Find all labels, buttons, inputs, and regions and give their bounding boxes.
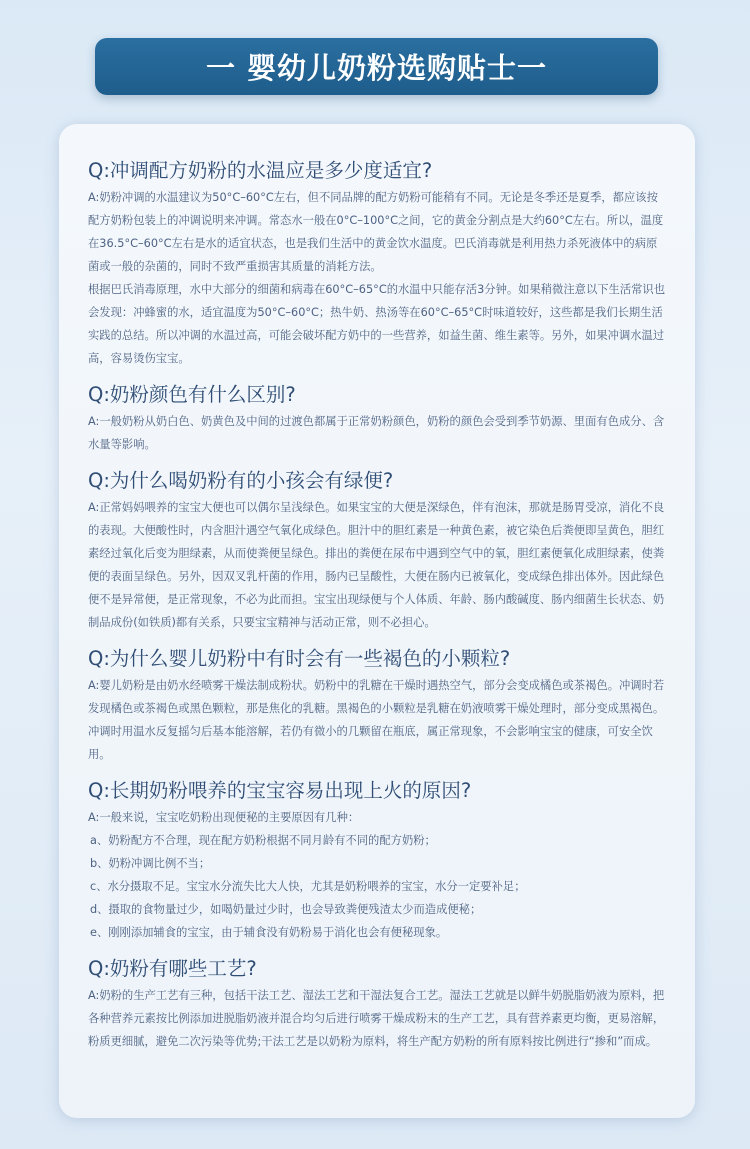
faq-question: Q:冲调配方奶粉的水温应是多少度适宜?	[88, 159, 433, 182]
faq-question: Q:长期奶粉喂养的宝宝容易出现上火的原因?	[88, 779, 472, 802]
faq-section	[88, 158, 668, 370]
answer-paragraph: A:一般来说，宝宝吃奶粉出现便秘的主要原因有几种：	[88, 811, 360, 824]
answer-list-item: d、摄取的食物量过少，如喝奶量过少时，也会导致粪便残渣太少而造成便秘；	[90, 903, 482, 916]
faq-answer	[88, 410, 668, 456]
answer-list-item: a、奶粉配方不合理，现在配方奶粉根据不同月龄有不同的配方奶粉；	[90, 834, 436, 847]
faq-answer	[88, 186, 668, 370]
faq-question: Q:奶粉有哪些工艺?	[88, 957, 257, 980]
faq-question: Q:为什么喝奶粉有的小孩会有绿便?	[88, 469, 394, 492]
answer-paragraph: A:奶粉的生产工艺有三种，包括干法工艺、湿法工艺和干湿法复合工艺。湿法工艺就是以鲜牛奶脱脂奶液为原料，把各种营养元素按比例添加进脱脂奶液并混合均匀后进行喷雾干燥成粉末的生产工艺，具有营养素更均衡，更易溶解，粉质更细腻，避免二次污染等优势;干法工艺是以奶粉为原料，将生产配方奶粉的所有原料按比例进行“掺和”而成。	[88, 989, 665, 1048]
faq-section	[88, 956, 668, 1053]
faq-answer	[88, 984, 668, 1053]
answer-paragraph: A:婴儿奶粉是由奶水经喷雾干燥法制成粉状。奶粉中的乳糖在干燥时遇热空气，部分会变成橘色或茶褐色。冲调时若发现橘色或茶褐色或黑色颗粒，那是焦化的乳糖。黑褐色的小颗粒是乳糖在奶液喷雾干燥处理时，部分变成黑褐色。冲调时用温水反复摇匀后基本能溶解，若仍有微小的几颗留在瓶底，属正常现象，不会影响宝宝的健康，可安全饮用。	[88, 679, 665, 761]
faq-answer	[88, 674, 668, 766]
title-banner	[95, 38, 658, 95]
faq-section	[88, 778, 668, 944]
faq-question: Q:奶粉颜色有什么区别?	[88, 383, 296, 406]
page-title: 一 婴幼儿奶粉选购贴士一	[205, 51, 548, 85]
faq-answer	[88, 806, 668, 944]
faq-answer	[88, 496, 668, 634]
faq-list	[88, 158, 668, 1065]
answer-paragraph: A:一般奶粉从奶白色、奶黄色及中间的过渡色都属于正常奶粉颜色，奶粉的颜色会受到季节奶源、里面有色成分、含水量等影响。	[88, 415, 665, 451]
answer-paragraph: A:正常妈妈喂养的宝宝大便也可以偶尔呈浅绿色。如果宝宝的大便是深绿色，伴有泡沫，那就是肠胃受凉，消化不良的表现。大便酸性时，内含胆汁遇空气氧化成绿色。胆汁中的胆红素是一种黄色素，被它染色后粪便即呈黄色，胆红素经过氧化后变为胆绿素，从而使粪便呈绿色。排出的粪便在尿布中遇到空气中的氧，胆红素便氧化成胆绿素，使粪便的表面呈绿色。另外，因双叉乳杆菌的作用，肠内已呈酸性，大便在肠内已被氧化，变成绿色排出体外。因此绿色便不是异常便，是正常现象，不必为此而担。宝宝出现绿便与个人体质、年龄、肠内酸碱度、肠内细菌生长状态、奶制品成份(如铁质)都有关系，只要宝宝精神与活动正常，则不必担心。	[88, 501, 665, 629]
faq-question: Q:为什么婴儿奶粉中有时会有一些褐色的小颗粒?	[88, 647, 511, 670]
answer-paragraph: A:奶粉冲调的水温建议为50°C–60°C左右，但不同品牌的配方奶粉可能稍有不同。无论是冬季还是夏季，都应该按配方奶粉包装上的冲调说明来冲调。常态水一般在0°C–100°C之间，它的黄金分割点是大约60°C左右。所以，温度在36.5°C–60°C左右是水的适宜状态，也是我们生活中的黄金饮水温度。巴氏消毒就是利用热力杀死液体中的病原菌或一般的杂菌的，同时不致严重损害其质量的消耗方法。	[88, 191, 664, 273]
faq-section	[88, 646, 668, 766]
faq-section	[88, 382, 668, 456]
answer-paragraph: 根据巴氏消毒原理，水中大部分的细菌和病毒在60°C–65°C的水温中只能存活3分钟。如果稍微注意以下生活常识也会发现：冲蜂蜜的水，适宜温度为50°C–60°C；热牛奶、热汤等在60°C–65°C时味道较好，这些都是我们长期生活实践的总结。所以冲调的水温过高，可能会破坏配方奶中的一些营养，如益生菌、维生素等。另外，如果冲调水温过高，容易烫伤宝宝。	[88, 283, 666, 365]
answer-list-item: c、水分摄取不足。宝宝水分流失比大人快，尤其是奶粉喂养的宝宝，水分一定要补足；	[90, 880, 526, 893]
answer-list-item: b、奶粉冲调比例不当；	[90, 857, 211, 870]
faq-section	[88, 468, 668, 634]
answer-list-item: e、刚刚添加辅食的宝宝，由于辅食没有奶粉易于消化也会有便秘现象。	[90, 926, 448, 939]
